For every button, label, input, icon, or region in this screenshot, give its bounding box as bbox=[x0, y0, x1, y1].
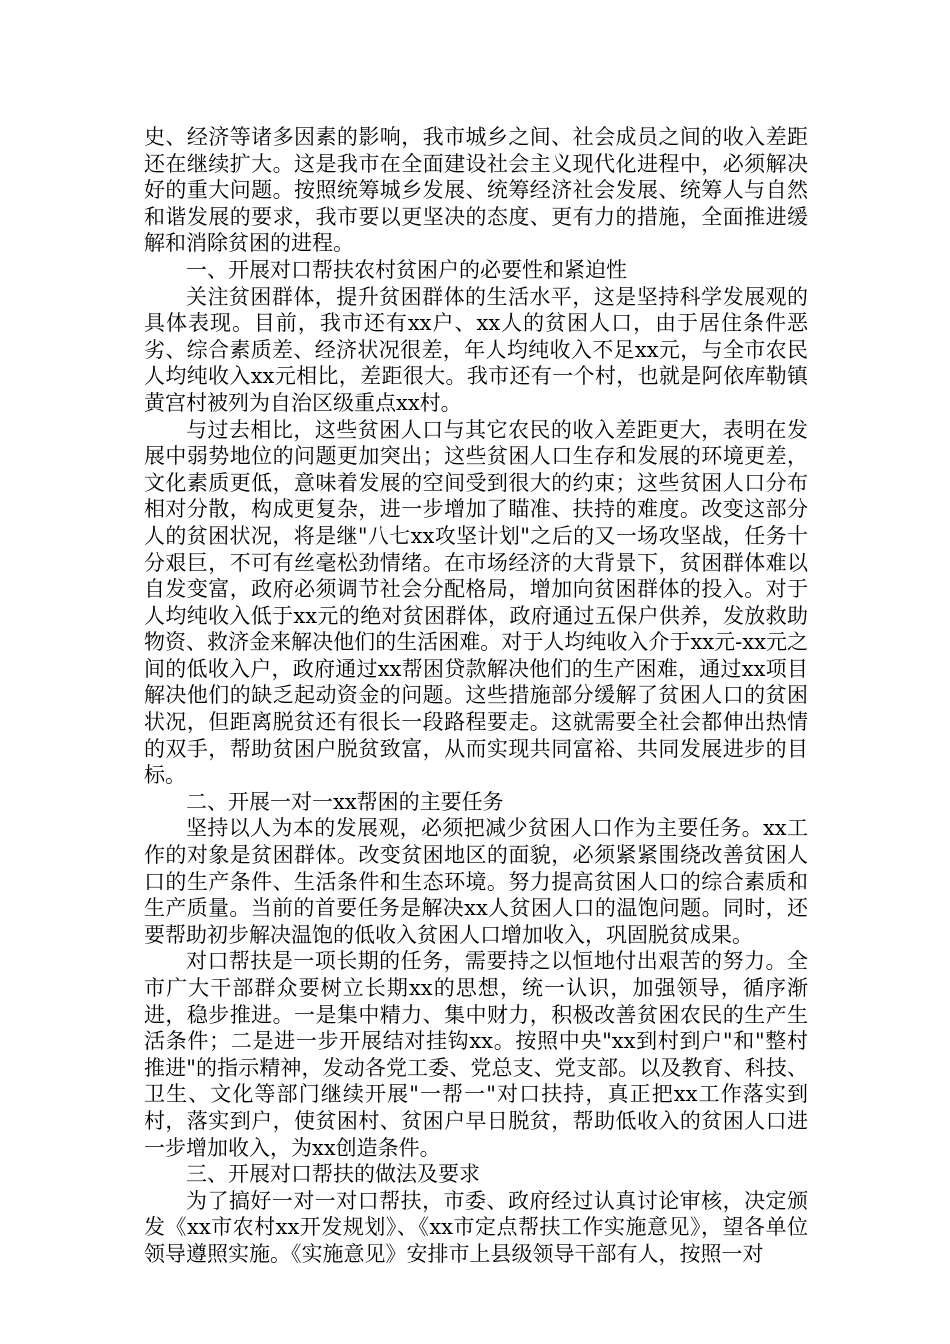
paragraph: 坚持以人为本的发展观，必须把减少贫困人口作为主要任务。xx工作的对象是贫困群体。改变贫困地区的面貌，必须紧紧围绕改善贫困人口的生产条件、生活条件和生态环境。努力提高贫困人口的综合素质和生产质量。当前的首要任务是解决xx人贫困人口的温饱问题。同时，还要帮助初步解决温饱的低收入贫困人口增加收入，巩固脱贫成果。 bbox=[144, 816, 808, 947]
paragraph-intro: 史、经济等诸多因素的影响，我市城乡之间、社会成员之间的收入差距还在继续扩大。这是我市在全面建设社会主义现代化进程中，必须解决好的重大问题。按照统筹城乡发展、统筹经济社会发展、统筹人与自然和谐发展的要求，我市要以更坚决的态度、更有力的措施，全面推进缓解和消除贫困的进程。 bbox=[144, 125, 808, 256]
paragraph: 为了搞好一对一对口帮扶，市委、政府经过认真讨论审核，决定颁发《xx市农村xx开发规划》、《xx市定点帮扶工作实施意见》，望各单位领导遵照实施。《实施意见》安排市上县级领导干部有人，按照一对 bbox=[144, 1188, 808, 1266]
paragraph: 对口帮扶是一项长期的任务，需要持之以恒地付出艰苦的努力。全市广大干部群众要树立长期xx的思想，统一认识，加强领导，循序渐进，稳步推进。一是集中精力、集中财力，积极改善贫困农民的生产生活条件；二是进一步开展结对挂钩xx。按照中央"xx到村到户"和"整村推进"的指示精神，发动各党工委、党总支、党支部。以及教育、科技、卫生、文化等部门继续开展"一帮一"对口扶持，真正把xx工作落实到村，落实到户，使贫困村、贫困户早日脱贫，帮助低收入的贫困人口进一步增加收入，为xx创造条件。 bbox=[144, 949, 808, 1160]
section-heading-2: 二、开展一对一xx帮困的主要任务 bbox=[186, 789, 504, 814]
paragraph: 与过去相比，这些贫困人口与其它农民的收入差距更大，表明在发展中弱势地位的问题更加突出；这些贫困人口生存和发展的环境更差，文化素质更低，意味着发展的空间受到很大的约束；这些贫困人口分布相对分散，构成更复杂，进一步增加了瞄准、扶持的难度。改变这部分人的贫困状况，将是继"八七xx攻坚计划"之后的又一场攻坚战，任务十分艰巨，不可有丝毫松劲情绪。在市场经济的大背景下，贫困群体难以自发变富，政府必须调节社会分配格局，增加向贫困群体的投入。对于人均纯收入低于xx元的绝对贫困群体，政府通过五保户供养，发放救助物资、救济金来解决他们的生活困难。对于人均纯收入介于xx元-xx元之间的低收入户，政府通过xx帮困贷款解决他们的生产困难，通过xx项目解决他们的缺乏起动资金的问题。这些措施部分缓解了贫困人口的贫困状况，但距离脱贫还有很长一段路程要走。这就需要全社会都伸出热情的双手，帮助贫困户脱贫致富，从而实现共同富裕、共同发展进步的目标。 bbox=[144, 417, 808, 788]
document-body bbox=[144, 124, 808, 1268]
section-heading-1: 一、开展对口帮扶农村贫困户的必要性和紧迫性 bbox=[186, 257, 627, 282]
paragraph: 关注贫困群体，提升贫困群体的生活水平，这是坚持科学发展观的具体表现。目前，我市还有xx户、xx人的贫困人口，由于居住条件恶劣、综合素质差、经济状况很差，年人均纯收入不足xx元，与全市农民人均纯收入xx元相比，差距很大。我市还有一个村，也就是阿依库勒镇黄宫村被列为自治区级重点xx村。 bbox=[144, 284, 808, 415]
section-heading-3: 三、开展对口帮扶的做法及要求 bbox=[186, 1162, 480, 1187]
